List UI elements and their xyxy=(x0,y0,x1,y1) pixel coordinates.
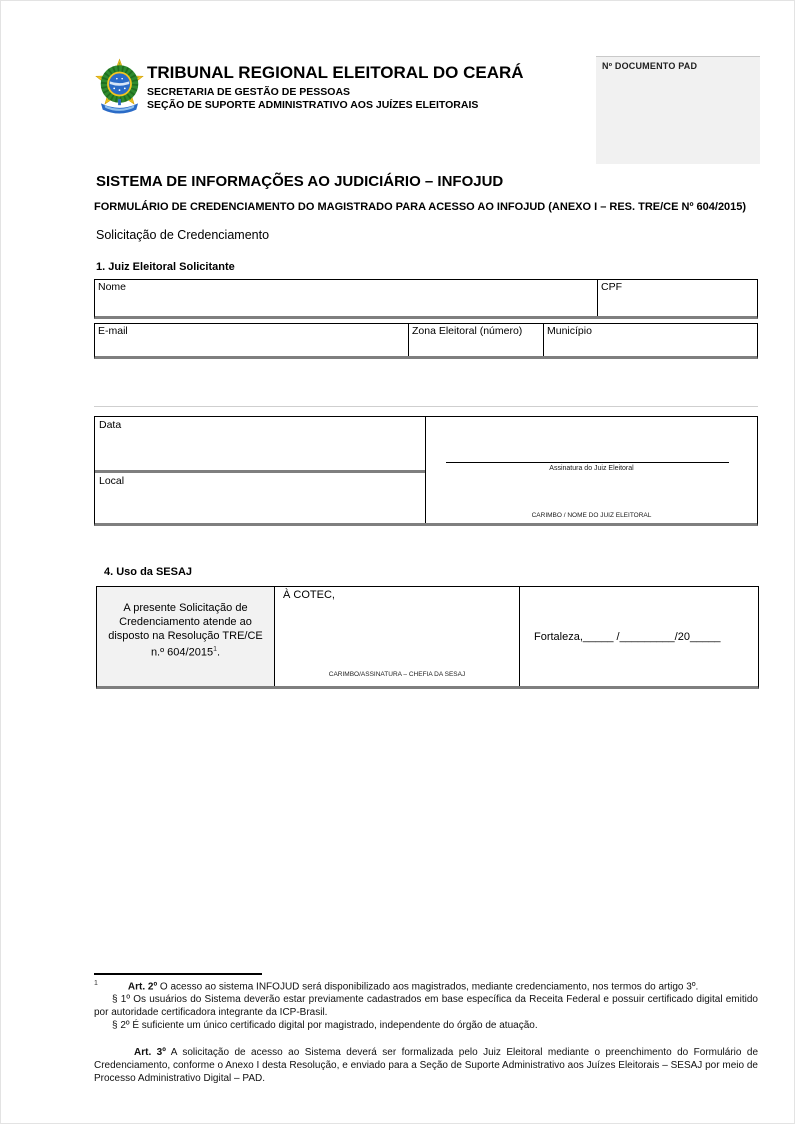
footnote-par1: § 1º Os usuários do Sistema deverão estar previamente cadastrados em base específica da Receita Federal e possuir certificado digital emitido por autoridade certificadora integrante da ICP-Brasil. xyxy=(94,994,758,1019)
pad-document-number-box[interactable] xyxy=(596,56,760,164)
sesaj-statement: A presente Solicitação de Credenciamento atende ao disposto na Resolução TRE/CE n.º 604/2015 xyxy=(108,602,263,659)
footnote-ref-superscript: 1 xyxy=(213,646,217,653)
signature-line xyxy=(446,462,729,463)
email-field[interactable] xyxy=(95,324,409,356)
cpf-label: CPF xyxy=(601,281,622,293)
city-date-line: Fortaleza,_____ /_________/20_____ xyxy=(534,630,721,643)
footnote-art2: $^1$ Art. 2º O acesso ao sistema INFOJUD será disponibilizado aos magistrados, mediante credenciamento, nos termos do artigo 3º. xyxy=(94,980,699,993)
cpf-field[interactable] xyxy=(598,280,757,316)
date-signature-block xyxy=(94,416,758,526)
sesaj-use-block xyxy=(96,586,759,689)
data-label: Data xyxy=(99,419,122,431)
zona-eleitoral-field[interactable] xyxy=(409,324,544,356)
date-local-column xyxy=(95,417,426,523)
cotec-label: À COTEC, xyxy=(283,589,335,601)
sesaj-statement-cell: A presente Solicitação de Credenciamento atende ao disposto na Resolução TRE/CE n.º 604/2015$^1$. xyxy=(97,587,275,686)
nome-label: Nome xyxy=(98,281,127,293)
signature-caption: Assinatura do Juiz Eleitoral xyxy=(549,465,634,472)
stamp-name-caption: CARIMBO / NOME DO JUIZ ELEITORAL xyxy=(531,512,652,519)
city-date-cell[interactable] xyxy=(520,587,758,686)
separator-line xyxy=(94,406,758,407)
municipio-field[interactable] xyxy=(544,324,757,356)
local-label: Local xyxy=(99,475,125,487)
data-field[interactable] xyxy=(95,417,425,473)
signature-area xyxy=(426,417,757,523)
footnote-par2: § 2º É suficiente um único certificado digital por magistrado, independente do órgão de atuação. xyxy=(112,1020,538,1032)
art2-label: Art. 2º xyxy=(127,981,158,993)
footnote-marker: 1 xyxy=(94,980,98,987)
footnotes xyxy=(94,973,758,1085)
zona-eleitoral-label: Zona Eleitoral (número) xyxy=(412,325,523,337)
local-field[interactable] xyxy=(95,473,425,523)
section1-row1 xyxy=(94,279,758,319)
system-title: SISTEMA DE INFORMAÇÕES AO JUDICIÁRIO – INFOJUD xyxy=(96,173,504,190)
email-label: E-mail xyxy=(98,325,128,337)
brazil-coat-of-arms-icon xyxy=(93,57,146,118)
section1-heading: 1. Juiz Eleitoral Solicitante xyxy=(96,261,235,273)
municipio-label: Município xyxy=(547,325,592,337)
org-secao: SEÇÃO DE SUPORTE ADMINISTRATIVO AOS JUÍZES ELEITORAIS xyxy=(147,99,479,111)
form-title: FORMULÁRIO DE CREDENCIAMENTO DO MAGISTRADO PARA ACESSO AO INFOJUD (ANEXO I – RES. TRE/CE Nº 604/2015) xyxy=(94,201,747,213)
footnote-separator-line xyxy=(94,973,262,975)
request-title: Solicitação de Credenciamento xyxy=(96,228,270,242)
nome-field[interactable] xyxy=(95,280,598,316)
section1-row2 xyxy=(94,323,758,359)
org-name: TRIBUNAL REGIONAL ELEITORAL DO CEARÁ xyxy=(147,63,524,82)
pad-document-number-label: Nº DOCUMENTO PAD xyxy=(602,61,698,71)
footnote-art3: Art. 3º A solicitação de acesso ao Sistema deverá ser formalizada pelo Juiz Eleitoral mediante o preenchimento do Formulário de Credenciamento, conforme o Anexo I desta Resolução, e enviado para a Seção de Suporte Administrativo aos Juízes Eleitorais – SESAJ por meio de Processo Administrativo Digital – PAD. xyxy=(94,1047,759,1085)
art3-label: Art. 3º xyxy=(134,1047,166,1059)
sesaj-stamp-caption: CARIMBO/ASSINATURA – CHEFIA DA SESAJ xyxy=(328,671,466,678)
org-secretaria: SECRETARIA DE GESTÃO DE PESSOAS xyxy=(147,86,351,98)
cotec-cell[interactable] xyxy=(275,587,520,686)
section4-heading: 4. Uso da SESAJ xyxy=(104,566,193,578)
